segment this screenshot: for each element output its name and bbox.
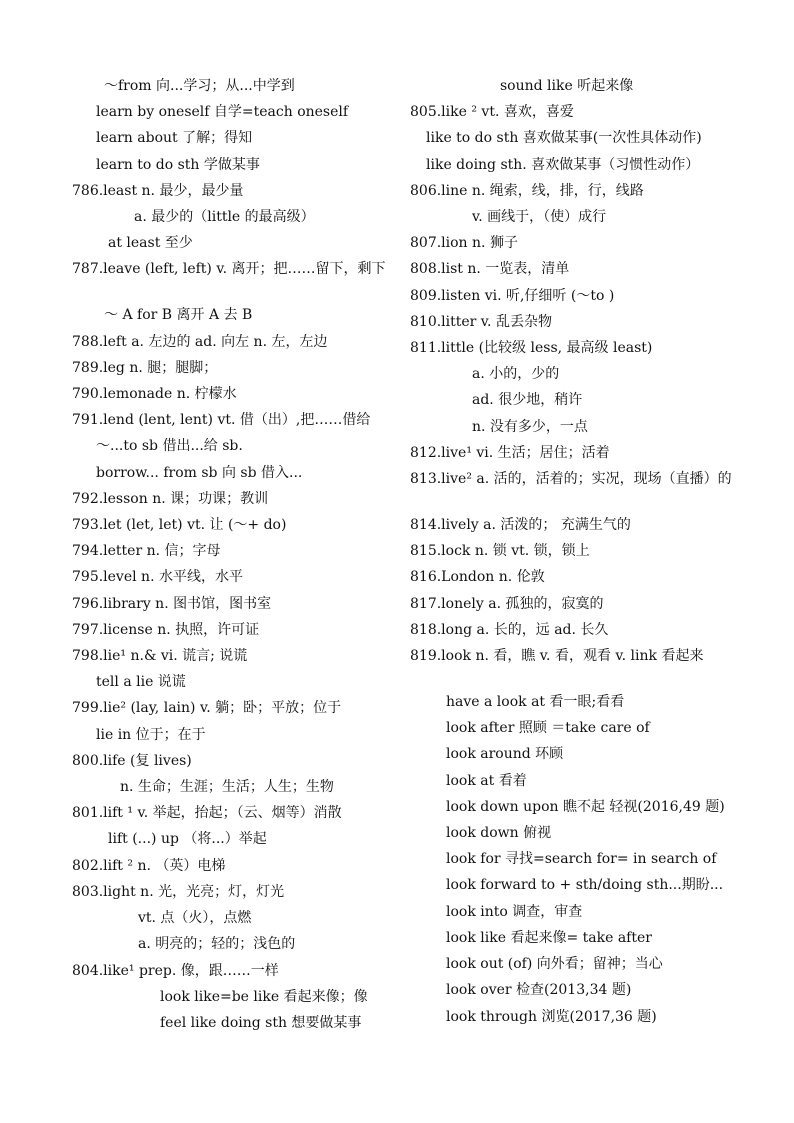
vocab-line: 807.lion n. 狮子 <box>410 235 518 252</box>
vocab-line: look down 俯视 <box>446 825 552 842</box>
vocab-line: look through 浏览(2017,36 题) <box>446 1008 657 1025</box>
vocab-line: 815.lock n. 锁 vt. 锁，锁上 <box>410 543 590 560</box>
vocab-line: look for 寻找=search for= in search of <box>446 851 717 868</box>
vocab-line: tell a lie 说谎 <box>96 674 186 691</box>
vocab-line: n. 生命；生涯；生活；人生；生物 <box>120 779 334 796</box>
vocab-line: 805.like ² vt. 喜欢，喜爱 <box>410 104 574 121</box>
vocab-line: ～ A for B 离开 A 去 B <box>104 307 253 324</box>
vocab-line: 809.listen vi. 听,仔细听 (～to ) <box>410 287 615 304</box>
vocab-line: a. 小的，少的 <box>472 366 560 383</box>
vocab-line: 786.least n. 最少，最少量 <box>72 182 244 199</box>
vocab-line: 817.lonely a. 孤独的，寂寞的 <box>410 595 604 612</box>
vocab-line: learn to do sth 学做某事 <box>96 156 260 173</box>
vocab-line: 800.life (复 lives) <box>72 752 192 769</box>
vocab-line: look into 调查，审查 <box>446 903 583 920</box>
vocab-line: 794.letter n. 信；字母 <box>72 543 221 560</box>
vocab-line: 806.line n. 绳索，线，排，行，线路 <box>410 182 644 199</box>
vocab-line: ad. 很少地，稍许 <box>472 392 583 409</box>
vocab-line: like to do sth 喜欢做某事(一次性具体动作) <box>426 130 702 147</box>
vocab-line: 818.long a. 长的，远 ad. 长久 <box>410 621 609 638</box>
vocab-line: 803.light n. 光，光亮；灯，灯光 <box>72 883 285 900</box>
vocab-line: 813.live² a. 活的，活着的；实况，现场（直播）的 <box>410 471 732 488</box>
vocab-line: look like 看起来像= take after <box>446 929 652 946</box>
vocab-line: 788.left a. 左边的 ad. 向左 n. 左，左边 <box>72 333 328 350</box>
vocab-line: 799.lie² (lay, lain) v. 躺；卧；平放；位于 <box>72 700 342 717</box>
vocab-line: like doing sth. 喜欢做某事（习惯性动作） <box>426 156 700 173</box>
vocab-line: look over 检查(2013,34 题) <box>446 982 632 999</box>
vocab-line: 793.let (let, let) vt. 让 (～+ do) <box>72 517 287 534</box>
vocab-line: lift (...) up （将...）举起 <box>108 831 267 848</box>
vocab-line: 819.look n. 看，瞧 v. 看，观看 v. link 看起来 <box>410 648 704 665</box>
vocab-line: 787.leave (left, left) v. 离开；把……留下，剩下 <box>72 261 386 278</box>
vocab-line: 798.lie¹ n.& vi. 谎言; 说谎 <box>72 648 248 665</box>
left-column <box>72 73 388 1036</box>
vocab-line: look down upon 瞧不起 轻视(2016,49 题) <box>446 798 725 815</box>
vocab-line: v. 画线于，（使）成行 <box>472 209 607 226</box>
vocab-line: 791.lend (lent, lent) vt. 借（出）,把……借给 <box>72 412 371 429</box>
vocab-line: 808.list n. 一览表，清单 <box>410 261 570 278</box>
vocab-line: learn about 了解；得知 <box>96 130 253 147</box>
vocab-line: look after 照顾 ＝take care of <box>446 720 650 737</box>
vocab-line: 796.library n. 图书馆，图书室 <box>72 595 272 612</box>
vocab-line: n. 没有多少，一点 <box>472 418 588 435</box>
vocab-line: at least 至少 <box>108 235 193 252</box>
vocab-line: 811.little (比较级 less, 最高级 least) <box>410 340 653 357</box>
vocab-line: look forward to + sth/doing sth...期盼... <box>446 877 724 894</box>
vocab-line: 816.London n. 伦敦 <box>410 569 545 586</box>
vocab-line: a. 明亮的；轻的；浅色的 <box>138 936 296 953</box>
right-column <box>410 73 740 1030</box>
vocab-line: have a look at 看一眼;看看 <box>446 694 625 711</box>
vocab-line: a. 最少的（little 的最高级） <box>134 209 315 226</box>
vocab-line: look around 环顾 <box>446 746 564 763</box>
vocab-line: learn by oneself 自学=teach oneself <box>96 104 349 121</box>
vocab-line: 801.lift ¹ v. 举起，抬起；（云、烟等）消散 <box>72 805 342 822</box>
vocab-line: feel like doing sth 想要做某事 <box>160 1014 362 1031</box>
vocab-line: 789.leg n. 腿；腿脚； <box>72 359 218 376</box>
vocab-line: vt. 点（火），点燃 <box>138 910 252 927</box>
vocab-line: sound like 听起来像 <box>500 78 634 94</box>
vocab-line: look like=be like 看起来像；像 <box>160 988 368 1005</box>
vocab-line: ～from 向...学习；从...中学到 <box>104 78 295 94</box>
vocab-line: ～...to sb 借出...给 sb. <box>96 438 243 455</box>
vocab-line: look out (of) 向外看；留神；当心 <box>446 956 663 973</box>
vocab-line: 812.live¹ vi. 生活；居住；活着 <box>410 444 610 461</box>
vocab-line: borrow... from sb 向 sb 借入... <box>96 464 303 481</box>
vocab-line: 810.litter v. 乱丢杂物 <box>410 313 552 330</box>
vocab-line: 802.lift ² n. （英）电梯 <box>72 857 226 874</box>
vocab-line: look at 看着 <box>446 772 527 789</box>
vocab-line: lie in 位于；在于 <box>96 726 206 743</box>
vocab-line: 814.lively a. 活泼的； 充满生气的 <box>410 517 631 534</box>
vocab-line: 795.level n. 水平线，水平 <box>72 569 243 586</box>
vocab-line: 797.license n. 执照，许可证 <box>72 621 260 638</box>
vocab-line: 804.like¹ prep. 像，跟……一样 <box>72 962 279 979</box>
vocab-line: 792.lesson n. 课；功课；教训 <box>72 490 269 507</box>
vocab-line: 790.lemonade n. 柠檬水 <box>72 386 237 403</box>
